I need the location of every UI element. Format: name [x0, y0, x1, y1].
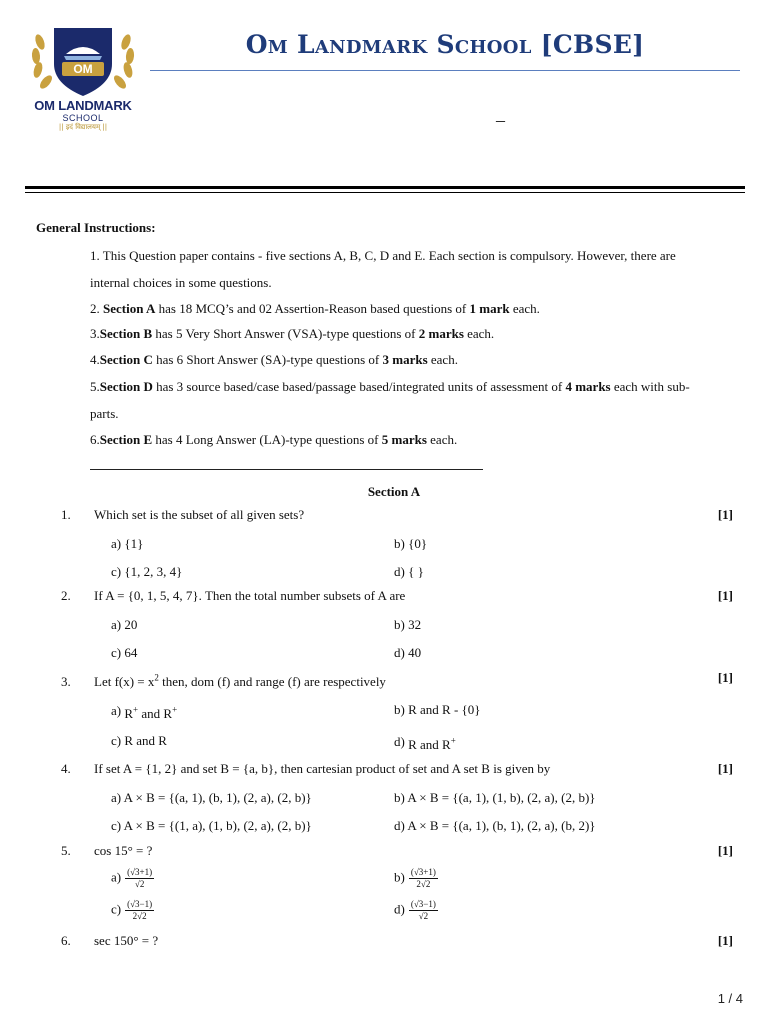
header-divider-thick: [25, 186, 745, 189]
option-d: d) 40: [394, 645, 422, 660]
option-d: d) A × B = {(a, 1), (b, 1), (2, a), (b, 2)}: [394, 818, 596, 833]
instruction-4: 4.Section C has 6 Short Answer (SA)-type questions of 3 marks each.: [90, 352, 458, 367]
instructions-separator: [90, 469, 483, 470]
question-text: If set A = {1, 2} and set B = {a, b}, then cartesian product of set and A set B is given by: [94, 761, 551, 776]
instruction-3: 3.Section B has 5 Very Short Answer (VSA)-type questions of 2 marks each.: [90, 326, 495, 341]
option-b: b) R and R - {0}: [394, 702, 481, 717]
section-title: Section A: [367, 484, 421, 499]
logo-motto: || इदं विद्यालयम् ||: [58, 123, 108, 131]
option-b: b) 32: [394, 617, 422, 632]
question-text: sec 150° = ?: [94, 933, 159, 948]
option-d: d) R and R+: [394, 734, 456, 752]
instruction-5: 5.Section D has 3 source based/case based/passage based/integrated units of assessment of 4 marks each with sub-: [90, 379, 690, 394]
title-underline: [150, 70, 740, 71]
fraction: $\frac{(√3+1)}{2√2}$: [410, 867, 436, 889]
fraction: $\frac{(√3-1)}{√2}$: [410, 899, 436, 921]
option-b: b) $\frac{(√3+1)}{2√2}$: [394, 867, 436, 889]
header-dash: –: [496, 110, 505, 130]
option-b: b) {0}: [394, 536, 428, 551]
question-marks: [1]: [717, 588, 733, 603]
question-text: cos 15° = ?: [94, 843, 153, 858]
instruction-2: 2. Section A has 18 MCQ’s and 02 Assertion-Reason based questions of 1 mark each.: [90, 301, 540, 316]
option-c: c) A × B = {(1, a), (1, b), (2, a), (2, b)}: [111, 818, 312, 833]
option-c: c) R and R: [111, 733, 167, 748]
question-text: Let $f(x) = x^2$ then, dom (f) and range (f) are respectively: [94, 672, 386, 689]
option-b: b) A × B = {(a, 1), (1, b), (2, a), (2, b)}: [394, 790, 596, 805]
question-number: 1.: [61, 507, 71, 522]
option-a: a) $\frac{(√3+1)}{√2}$: [111, 867, 153, 889]
question-marks: [1]: [717, 670, 733, 685]
question-marks: [1]: [717, 933, 733, 948]
question-number: 5.: [61, 843, 71, 858]
instruction-1: [90, 247, 730, 265]
page-number: 1 / 4: [717, 991, 743, 1006]
fraction: $\frac{(√3-1)}{2√2}$: [127, 899, 153, 921]
instruction-6: 6.Section E has 4 Long Answer (LA)-type questions of 5 marks each.: [90, 432, 458, 447]
option-d: d) $\frac{(√3-1)}{√2}$: [394, 899, 436, 921]
question-marks: [1]: [717, 843, 733, 858]
question-marks: [1]: [717, 507, 733, 522]
option-a: a) A × B = {(a, 1), (b, 1), (2, a), (2, b)}: [111, 790, 312, 805]
question-marks: [1]: [717, 761, 733, 776]
logo-initials: OM: [73, 62, 93, 76]
logo-shield-icon: [26, 20, 140, 100]
instruction-5-cont: parts.: [90, 406, 119, 421]
option-a: a) 20: [111, 617, 138, 632]
option-c: c) 64: [111, 645, 138, 660]
fraction: $\frac{(√3+1)}{√2}$: [127, 867, 153, 889]
option-c: c) $\frac{(√3-1)}{2√2}$: [111, 899, 153, 921]
logo-name: OM LANDMARK: [34, 98, 132, 113]
question-number: 4.: [61, 761, 71, 776]
question-number: 2.: [61, 588, 71, 603]
option-a: a) {1}: [111, 536, 144, 551]
option-d: d) { }: [394, 564, 424, 579]
general-instructions-heading: General Instructions:: [36, 220, 156, 235]
instruction-1-cont: [90, 274, 730, 292]
instruction-text: 1. This Question paper contains - five sections A, B, C, D and E. Each section is compulsory. However, there are: [90, 248, 676, 263]
question-text: Which set is the subset of all given sets?: [94, 507, 305, 522]
school-logo: [26, 20, 140, 140]
instruction-text: internal choices in some questions.: [90, 275, 272, 290]
option-c: c) {1, 2, 3, 4}: [111, 564, 183, 579]
question-text: If A = {0, 1, 5, 4, 7}. Then the total number subsets of A are: [94, 588, 406, 603]
question-number: 6.: [61, 933, 71, 948]
logo-subtitle: SCHOOL: [62, 113, 104, 123]
header-divider-thin: [25, 192, 745, 193]
option-a: a) R+ and R+: [111, 703, 178, 721]
school-title: Om Landmark School [CBSE]: [245, 30, 645, 59]
question-number: 3.: [61, 674, 71, 689]
